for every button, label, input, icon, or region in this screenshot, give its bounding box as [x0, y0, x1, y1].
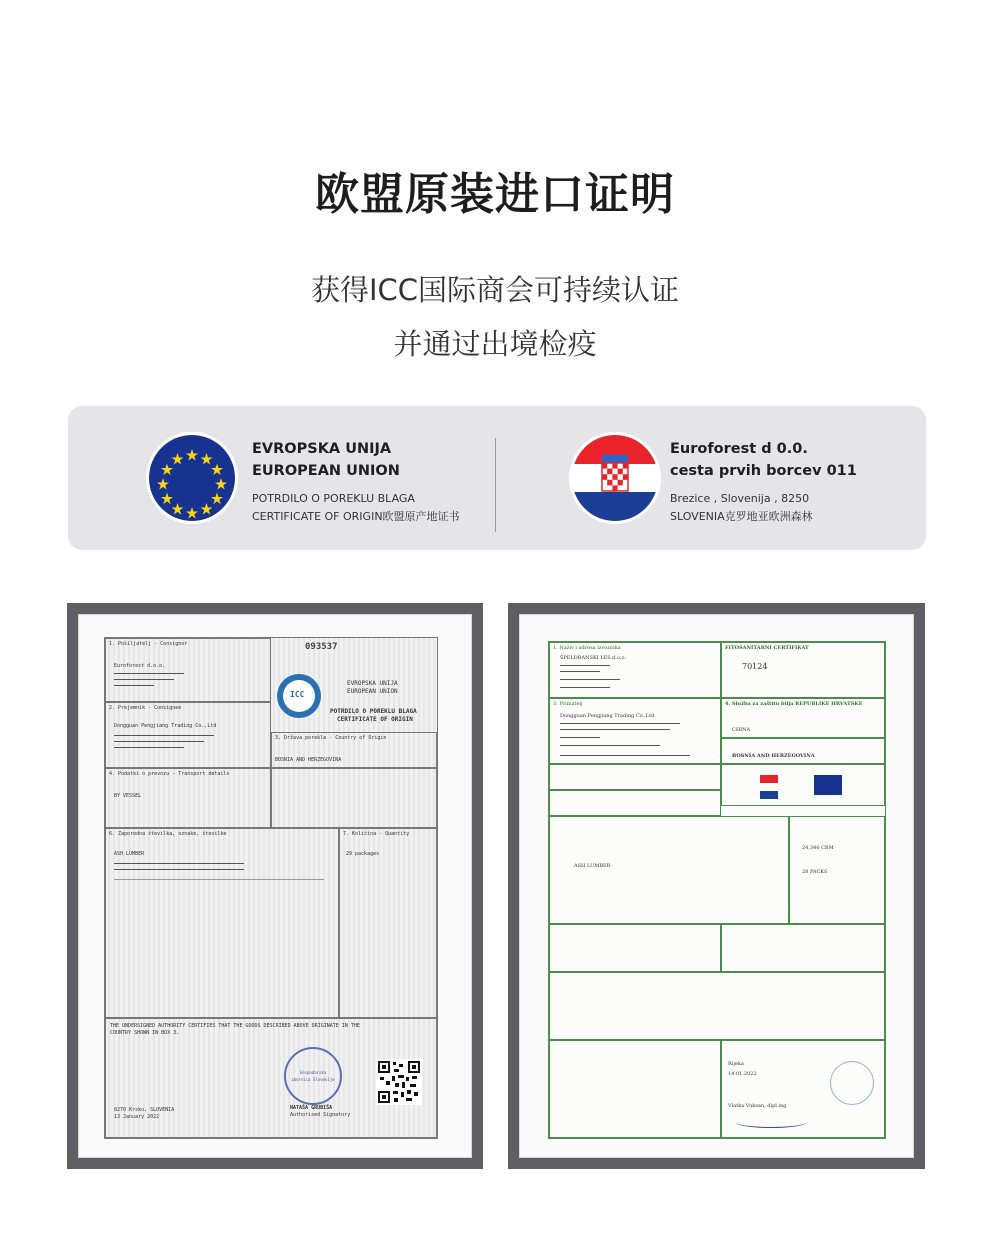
additional-declaration-box — [549, 972, 885, 1040]
signature-mark — [736, 1117, 806, 1128]
product-value: ASH LUMBER — [574, 863, 611, 869]
page-title: 欧盟原装进口证明 — [315, 169, 675, 220]
eu-text-group — [252, 438, 460, 526]
transport-label: 4. Podatki o prevozu - Transport details — [109, 771, 230, 777]
origin-box — [721, 738, 885, 764]
signatory-name: NATAŠA GRUBIŠA — [290, 1105, 333, 1111]
exporter-text: ŠPELDRANSKI LES d.o.o. — [560, 655, 627, 661]
goods-box — [105, 828, 339, 1018]
place-date: 8270 Krsko, SLOVENIA — [114, 1107, 175, 1113]
signatory-role: Authorised Signatory — [290, 1112, 351, 1118]
country-box — [271, 732, 437, 768]
quantity-box — [789, 816, 885, 924]
phyto-number: 70124 — [742, 662, 768, 671]
consignor-label: 1. Pošiljatelj - Consignor — [109, 641, 188, 647]
subtitle-line-2: 并通过出境检疫 — [393, 327, 597, 361]
phyto-title: FITOSANITARNI CERTIFIKAT — [725, 645, 809, 651]
croatia-emblem-icon — [760, 775, 778, 799]
country-label: 3. Država porekla - Country of Origin — [275, 735, 387, 741]
qr-code-icon — [376, 1059, 422, 1105]
entry-point-box — [549, 790, 721, 816]
issue-place: Rijeka — [728, 1061, 744, 1067]
croatia-flag-icon — [572, 435, 658, 521]
packs-value: 28 PACKS — [802, 869, 828, 875]
goods-label: 6. Zaporedna številka, oznake, številke — [109, 831, 227, 837]
phytosanitary-certificate-document — [548, 641, 886, 1139]
inspector-name: Vlatka Vuksan, dipl.ing — [728, 1103, 787, 1109]
eu-emblem-icon — [814, 775, 842, 795]
eu-name-english: EUROPEAN UNION — [252, 463, 400, 479]
icc-logo-icon — [277, 674, 321, 718]
country-value: BOSNIA AND HERZEGOVINA — [275, 757, 342, 763]
supplier-street: cesta prvih borcev 011 — [670, 463, 857, 479]
destination-country: CHINA — [732, 727, 751, 733]
certificate-number: 093537 — [305, 642, 338, 652]
subtitle-line-1: 获得ICC国际商会可持续认证 — [310, 273, 680, 307]
importer-text: Dongguan Pengjiang Trading Co.,Ltd — [560, 713, 655, 719]
supplier-text-group — [670, 438, 857, 526]
flags-box — [721, 764, 885, 806]
consignee-label: 2. Prejemnik - Consignee — [109, 705, 182, 711]
certificate-number-box — [721, 642, 885, 698]
transport-value: BY VESSEL — [114, 793, 142, 799]
frame-mat — [78, 614, 472, 1158]
supplier-city: Brezice , Slovenija , 8250 — [670, 492, 810, 505]
authority-box — [105, 1018, 437, 1138]
transport-box — [549, 764, 721, 790]
band-divider — [495, 438, 496, 532]
certificate-title: POTRDILO O POREKLU BLAGA — [330, 708, 417, 715]
product-box — [549, 816, 789, 924]
certificate-of-origin-frame — [67, 603, 483, 1169]
icc-label: ICC — [290, 690, 305, 699]
consignor-text: Euroforest d.o.o. — [114, 663, 166, 669]
issue-date: 14.01.2022 — [728, 1071, 757, 1077]
origin-info-band — [68, 406, 926, 550]
quantity-label: 7. Količina - Quantity — [343, 831, 410, 837]
supplier-country: SLOVENIA克罗地亚欧洲森林 — [670, 510, 813, 523]
origin-value: BOSNIA AND HERZEGOVINA — [732, 753, 815, 759]
supplier-name: Euroforest d 0.0. — [670, 441, 808, 457]
union-text: EVROPSKA UNIJA — [347, 680, 398, 687]
certificate-title-en: CERTIFICATE OF ORIGIN — [337, 716, 413, 723]
consignee-box — [105, 702, 271, 768]
transport-box — [105, 768, 271, 828]
exporter-label: 1. Naziv i adresa izvoznika — [553, 645, 621, 651]
eu-flag-icon — [149, 435, 235, 521]
treatment-box — [549, 1040, 721, 1138]
importer-label: 3. Primatelj — [553, 701, 583, 707]
certification-box — [721, 924, 885, 972]
official-stamp-icon — [830, 1061, 874, 1105]
chamber-stamp-icon — [284, 1047, 342, 1105]
stamp-text: Gospodarska zbornica Slovenije — [291, 1070, 335, 1082]
goods-value: ASH LUMBER — [114, 851, 145, 857]
importer-box — [549, 698, 721, 764]
certificate-name-english: CERTIFICATE OF ORIGIN欧盟原产地证书 — [252, 510, 460, 523]
remarks-box — [271, 768, 437, 828]
signature-box — [721, 1040, 885, 1138]
quantity-box — [339, 828, 437, 1018]
frame-mat — [519, 614, 914, 1158]
eu-name-local: EVROPSKA UNIJA — [252, 441, 392, 457]
phytosanitary-certificate-frame — [508, 603, 925, 1169]
union-text-en: EUROPEAN UNION — [347, 688, 398, 695]
plant-protection-box — [721, 698, 885, 738]
consignee-text: Dongguan Pengjiang Trading Co.,Ltd — [114, 723, 217, 729]
consignor-box — [105, 638, 271, 702]
exporter-box — [549, 642, 721, 698]
certificate-name-local: POTRDILO O POREKLU BLAGA — [252, 492, 415, 505]
certificate-of-origin-document — [104, 637, 438, 1139]
authority-text: THE UNDERSIGNED AUTHORITY CERTIFIES THAT THE GOODS DESCRIBED ABOVE ORIGINATE IN THE COUNTRY SHOWN IN BOX 3. — [110, 1023, 360, 1036]
plant-protection-label: 4. Služba za zaštitu bilja REPUBLIKE HRVATSKE — [725, 701, 863, 707]
quantity-value: 24,346 CBM — [802, 845, 834, 851]
declaration-box — [549, 924, 721, 972]
quantity-value: 29 packages — [346, 851, 380, 857]
issue-date: 13 January 2022 — [114, 1114, 160, 1120]
